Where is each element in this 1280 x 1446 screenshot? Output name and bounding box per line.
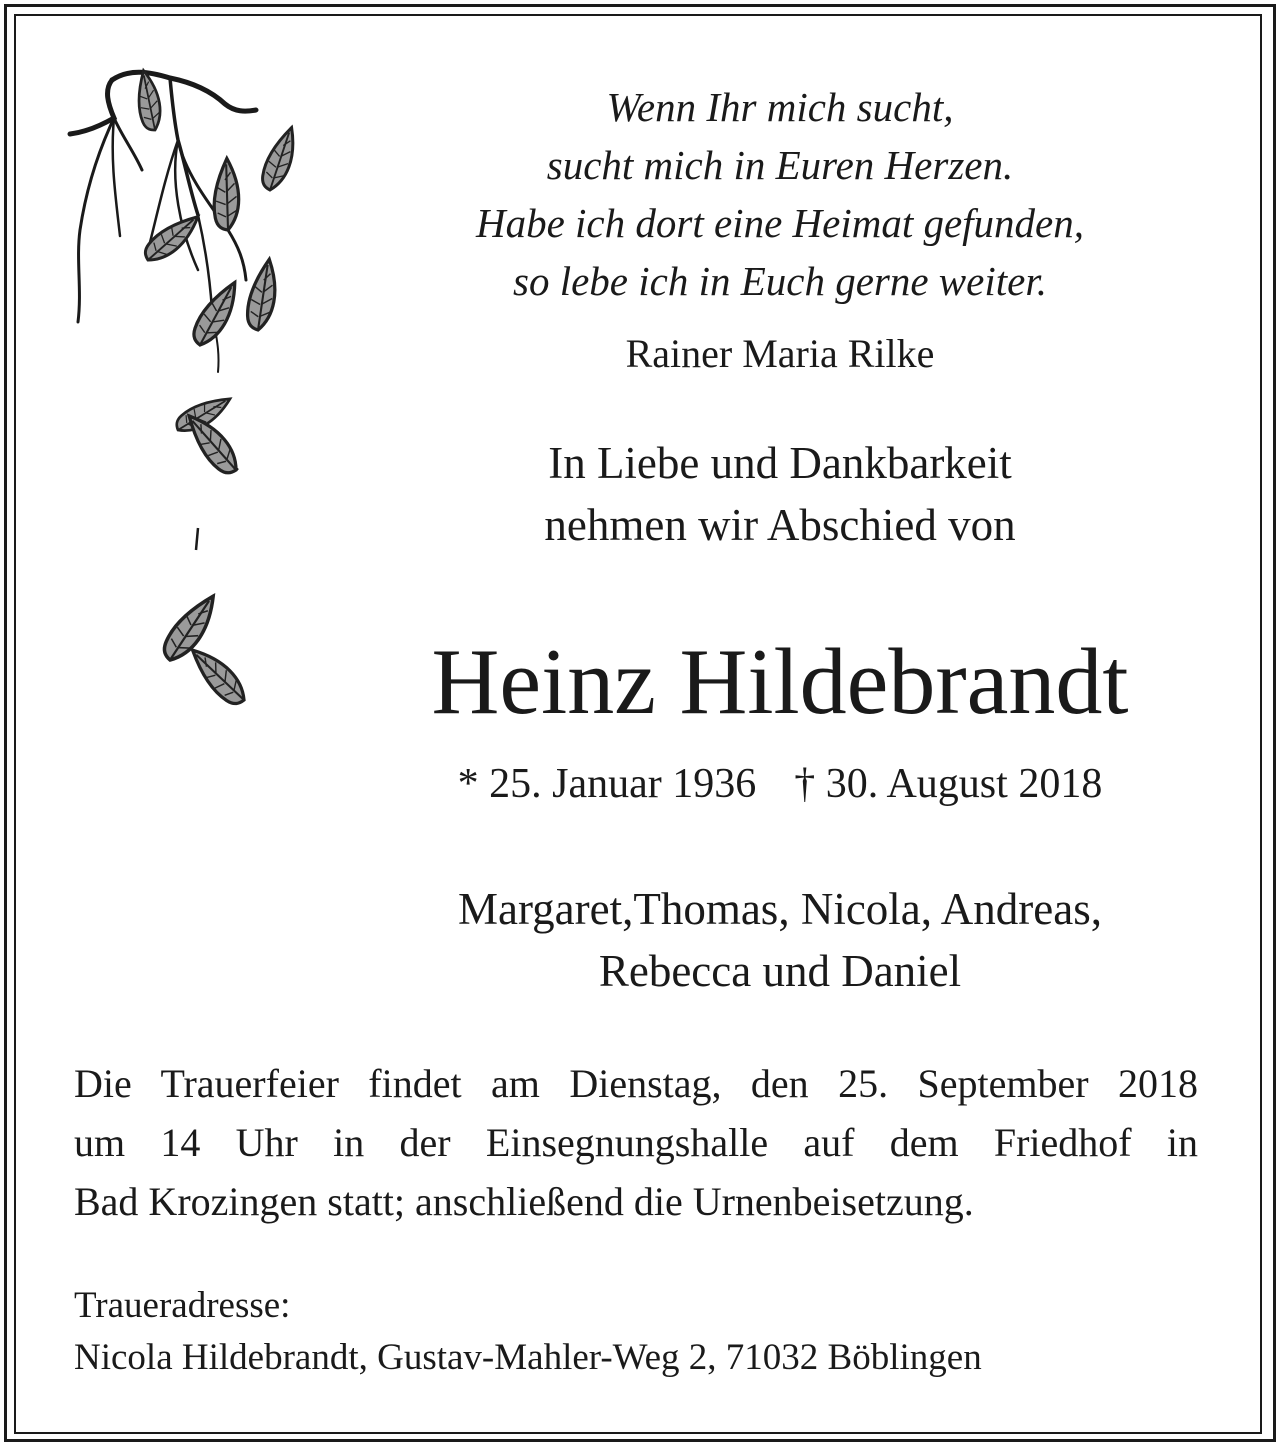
poem-line: sucht mich in Euren Herzen.	[546, 142, 1014, 188]
death-date: † 30. August 2018	[794, 761, 1103, 807]
address-label: Traueradresse:	[74, 1285, 291, 1326]
branch-with-falling-leaves-icon	[60, 60, 320, 760]
birth-date: * 25. Januar 1936	[457, 761, 757, 807]
ceremony-line: Bad Krozingen statt; anschließend die Urnenbeisetzung.	[74, 1179, 974, 1224]
intro-line: nehmen wir Abschied von	[544, 500, 1016, 550]
ceremony-line: um 14 Uhr in der Einsegnungshalle auf dem Friedhof in	[74, 1120, 1198, 1165]
poem-line: Wenn Ihr mich sucht,	[606, 84, 954, 130]
family-names	[360, 878, 1200, 1002]
poem-line: so lebe ich in Euch gerne weiter.	[512, 258, 1047, 304]
deceased-name: Heinz Hildebrandt	[431, 630, 1129, 734]
ceremony-line: Die Trauerfeier findet am Dienstag, den 25. September 2018	[74, 1061, 1198, 1106]
mourning-address	[74, 1280, 982, 1384]
life-dates	[360, 757, 1200, 811]
ceremony-notice	[74, 1054, 1198, 1231]
family-line: Margaret,Thomas, Nicola, Andreas,	[458, 884, 1102, 934]
farewell-intro	[360, 432, 1200, 556]
intro-line: In Liebe und Dankbarkeit	[548, 438, 1012, 488]
poem-author: Rainer Maria Rilke	[625, 331, 935, 376]
poem	[360, 78, 1200, 310]
family-line: Rebecca und Daniel	[598, 946, 962, 996]
address-value: Nicola Hildebrandt, Gustav-Mahler-Weg 2, 71032 Böblingen	[74, 1337, 982, 1378]
poem-line: Habe ich dort eine Heimat gefunden,	[475, 200, 1084, 246]
